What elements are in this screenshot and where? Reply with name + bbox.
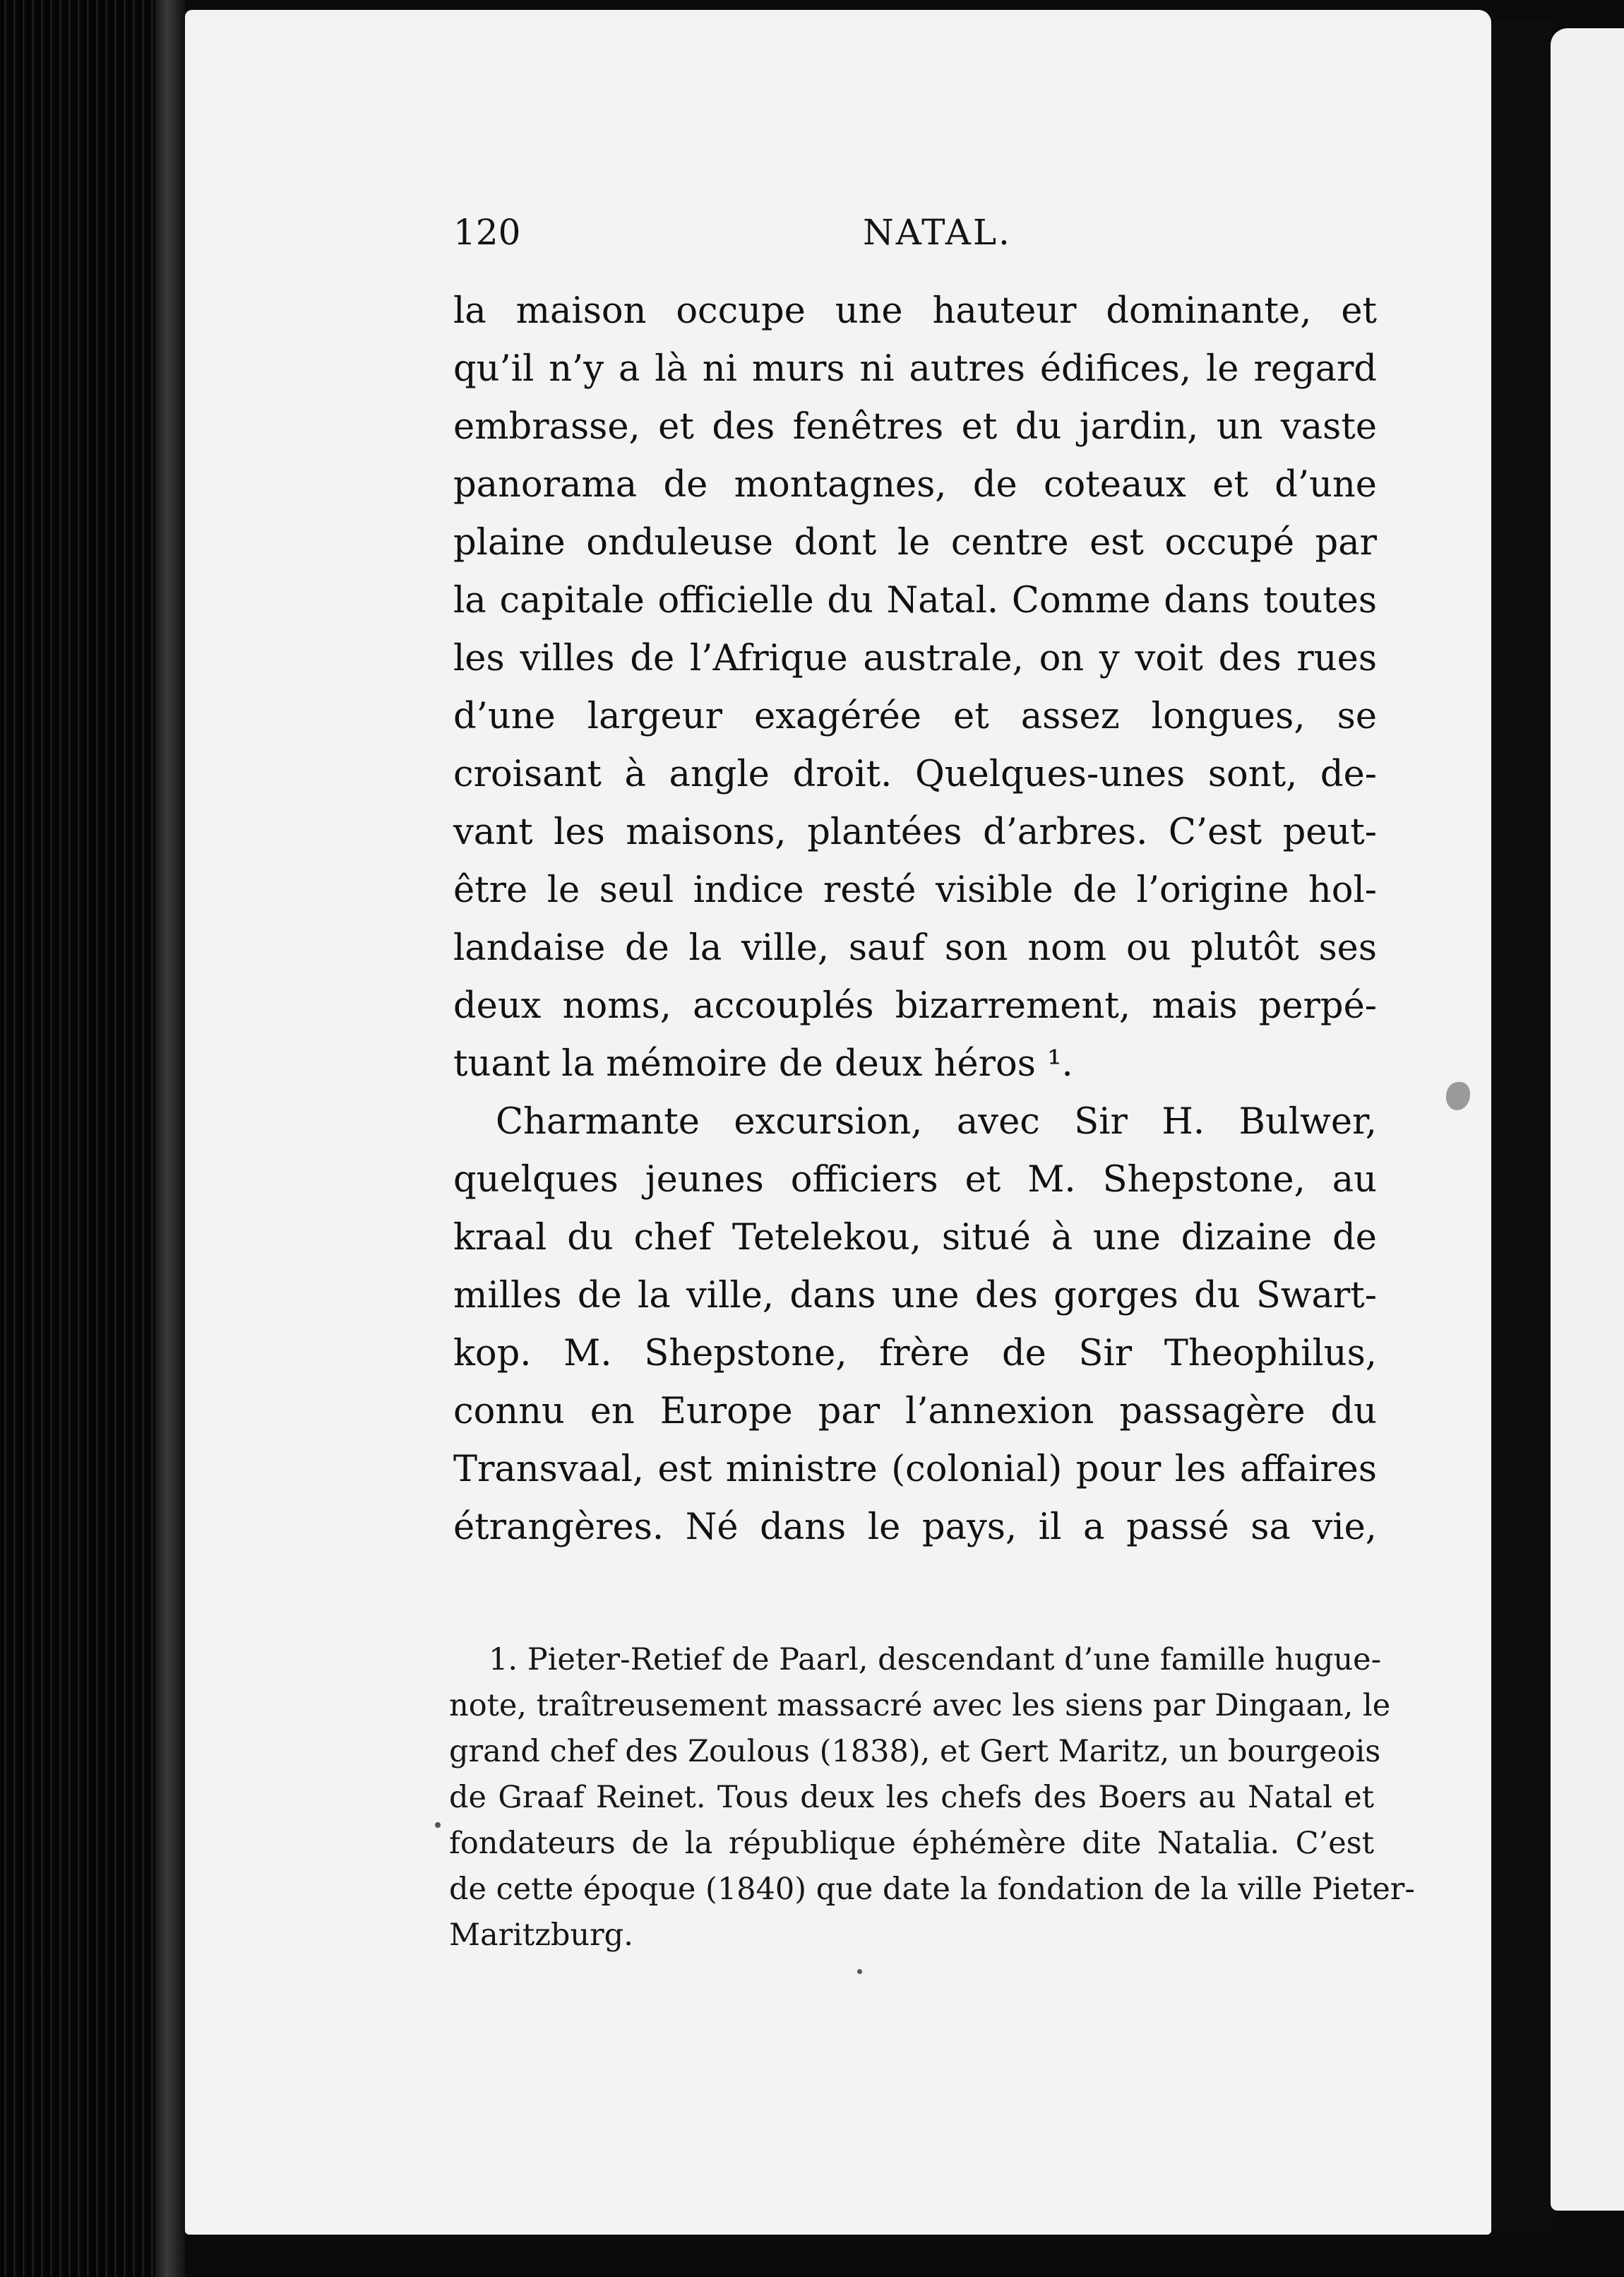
text-line: les villes de l’Afrique australe, on y voit des rues <box>453 638 1377 679</box>
footnote-line: 1. Pieter-Retief de Paarl, descendant d’une famille hugue- <box>489 1642 1382 1677</box>
text-line: embrasse, et des fenêtres et du jardin, un vaste <box>453 406 1377 448</box>
text-line: croisant à angle droit. Quelques-unes sont, de- <box>453 754 1377 795</box>
running-head <box>453 212 1377 257</box>
text-line: étrangères. Né dans le pays, il a passé sa vie, <box>453 1506 1377 1548</box>
text-line: tuant la mémoire de deux héros ¹. <box>453 1043 1073 1085</box>
text-line: panorama de montagnes, de coteaux et d’une <box>453 464 1377 506</box>
text-line: Transvaal, est ministre (colonial) pour les affaires <box>453 1449 1377 1490</box>
footnote-line: fondateurs de la république éphémère dite Natalia. C’est <box>449 1826 1374 1861</box>
facing-page-edge <box>1551 28 1624 2211</box>
text-line: la maison occupe une hauteur dominante, et <box>453 290 1377 332</box>
ink-speck <box>435 1822 441 1828</box>
ink-speck <box>857 1969 862 1974</box>
footnote-line: note, traîtreusement massacré avec les siens par Dingaan, le <box>449 1688 1391 1723</box>
text-line: kop. M. Shepstone, frère de Sir Theophilus, <box>453 1333 1377 1374</box>
text-line: kraal du chef Tetelekou, situé à une dizaine de <box>453 1217 1377 1259</box>
text-line: quelques jeunes officiers et M. Shepstone, au <box>453 1159 1377 1201</box>
paragraph-start-line: Charmante excursion, avec Sir H. Bulwer, <box>496 1101 1377 1143</box>
page-number: 120 <box>453 212 521 253</box>
text-line: milles de la ville, dans une des gorges du Swart- <box>453 1275 1377 1316</box>
text-line: vant les maisons, plantées d’arbres. C’est peut- <box>453 811 1377 853</box>
text-line: la capitale officielle du Natal. Comme dans toutes <box>453 580 1377 622</box>
body-text <box>453 283 1377 1557</box>
binding-shadow <box>1488 21 1553 2232</box>
text-line: être le seul indice resté visible de l’origine hol- <box>453 869 1377 911</box>
footnote-line: de cette époque (1840) que date la fondation de la ville Pieter- <box>449 1872 1415 1907</box>
footnote-line: de Graaf Reinet. Tous deux les chefs des Boers au Natal et <box>449 1780 1374 1815</box>
text-line: qu’il n’y a là ni murs ni autres édifices, le regard <box>453 348 1377 390</box>
text-line: d’une largeur exagérée et assez longues, se <box>453 696 1377 737</box>
text-line: landaise de la ville, sauf son nom ou plutôt ses <box>453 927 1377 969</box>
page-edge-shadow <box>155 0 185 2277</box>
footnote <box>449 1637 1415 1958</box>
running-title: NATAL. <box>863 212 1012 253</box>
text-line: plaine onduleuse dont le centre est occupé par <box>453 522 1377 564</box>
footnote-line: Maritzburg. <box>449 1918 633 1953</box>
text-line: deux noms, accouplés bizarrement, mais perpé- <box>453 985 1377 1027</box>
footnote-line: grand chef des Zoulous (1838), et Gert Maritz, un bourgeois <box>449 1734 1381 1769</box>
text-line: connu en Europe par l’annexion passagère du <box>453 1391 1377 1432</box>
